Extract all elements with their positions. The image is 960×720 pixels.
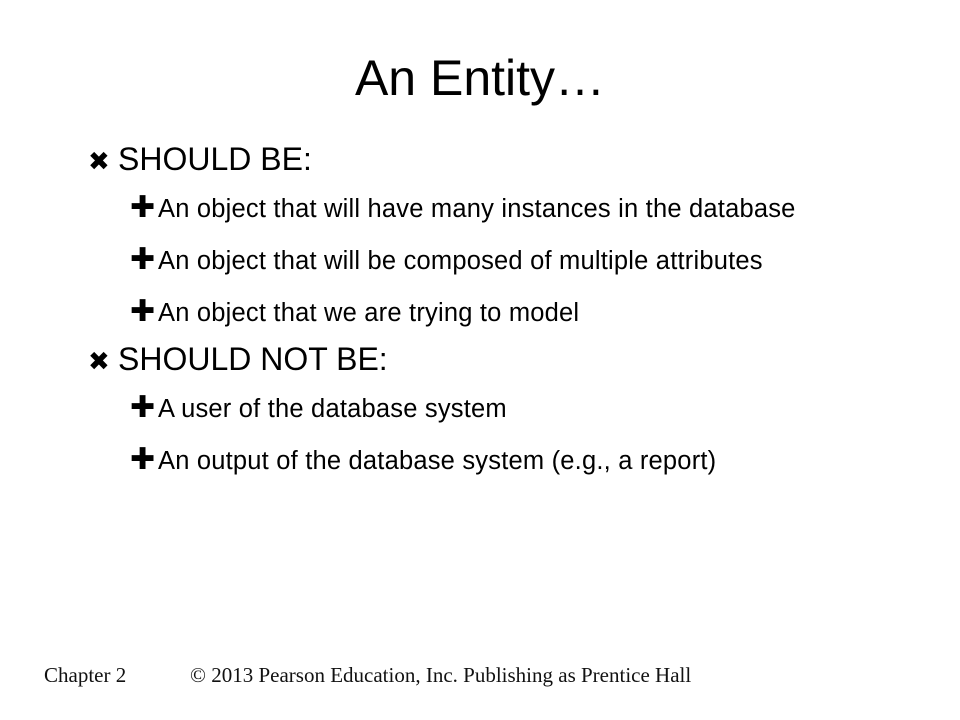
x-mark-icon: ✖ xyxy=(88,346,110,376)
list-item-text: A user of the database system xyxy=(158,395,507,423)
plus-icon: ✚ xyxy=(130,391,156,424)
list-item xyxy=(130,294,888,332)
list-item-text: An object that will have many instances in the database xyxy=(158,195,796,223)
plus-icon: ✚ xyxy=(130,191,156,224)
list-item xyxy=(130,242,888,280)
section-heading-should-be xyxy=(88,140,888,180)
section-heading-should-not-be xyxy=(88,340,888,380)
plus-icon: ✚ xyxy=(130,243,156,276)
slide-title: An Entity… xyxy=(354,50,606,106)
list-item xyxy=(130,390,888,428)
section-heading-label: SHOULD NOT BE: xyxy=(118,341,388,377)
list-item-text: An object that we are trying to model xyxy=(158,299,580,327)
list-item xyxy=(130,442,888,480)
list-item-text: An object that will be composed of multiple attributes xyxy=(158,247,763,275)
footer-copyright: © 2013 Pearson Education, Inc. Publishing as Prentice Hall xyxy=(190,663,692,687)
list-item-text: An output of the database system (e.g., a report) xyxy=(158,447,717,475)
section-heading-label: SHOULD BE: xyxy=(118,141,312,177)
plus-icon: ✚ xyxy=(130,443,156,476)
plus-icon: ✚ xyxy=(130,295,156,328)
x-mark-icon: ✖ xyxy=(88,146,110,176)
slide-content xyxy=(88,140,888,480)
footer-chapter: Chapter 2 xyxy=(44,663,127,687)
list-item xyxy=(130,190,888,228)
